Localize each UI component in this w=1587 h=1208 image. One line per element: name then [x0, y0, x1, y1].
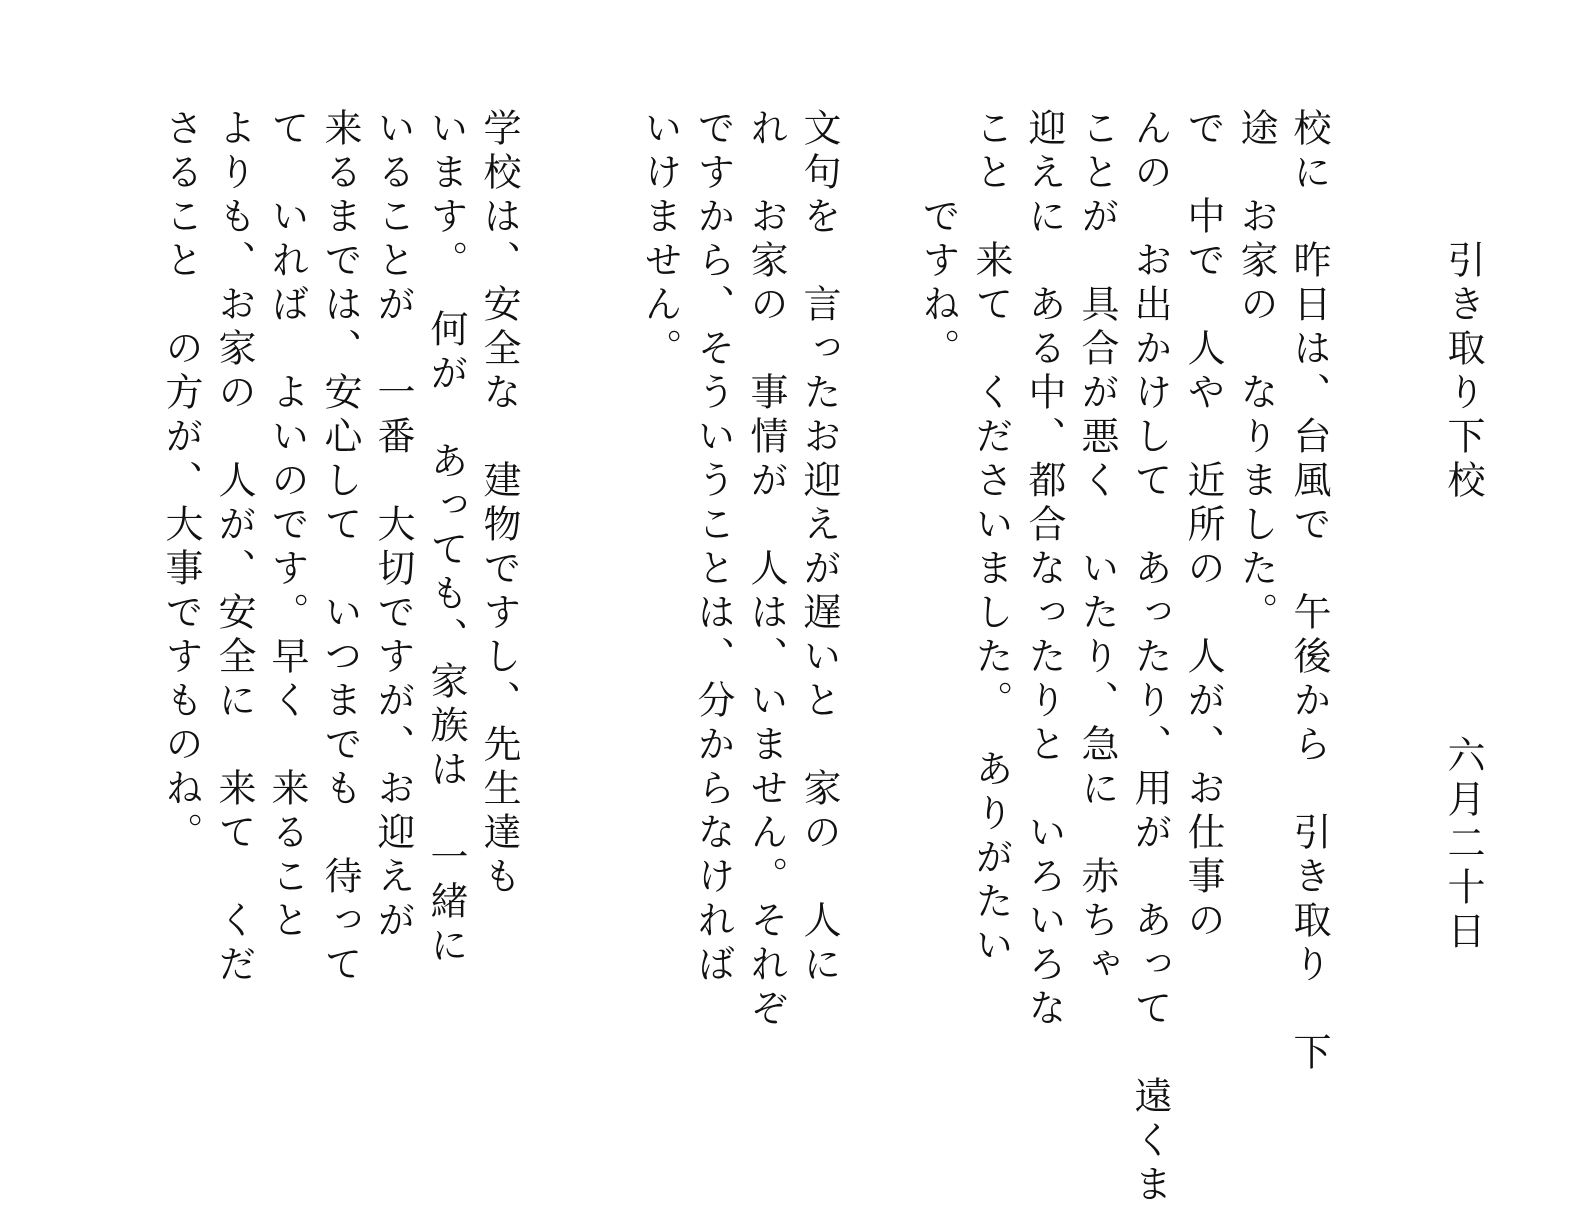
document-date: 六月二十日 [1441, 735, 1485, 955]
document-title: 引き取り下校 [1441, 240, 1485, 504]
paragraph-2: 文句を 言ったお迎えが遅いと 家の 人に れ お家の 事情が 人は、いません。それぞ ですから、そういうことは、分からなければ いけません。 [638, 108, 841, 1032]
paragraph-3: 学校は、安全な 建物ですし、先生達も います。 何が あっても、家族は 一緒に いることが 一番 大切ですが、お迎えが 来るまでは、安心して いつまでも 待って て いれば よいのです。早く 来ること よりも、お家の 人が、安全に 来て くだ さること の方が、大事ですものね。 [159, 108, 521, 988]
paragraph-1: 校に 昨日は、台風で 午後から 引き取り 下 途 お家の なりました。 で 中で 人や 近所の 人が、お仕事の んの お出かけして あったり、用が あって 遠くま ことが 具合が悪く いたり、急に 赤ちゃ 迎えに ある中、都合なったりと いろいろな こと 来て くださいました。 ありがたい ですね。 [916, 108, 1331, 1208]
